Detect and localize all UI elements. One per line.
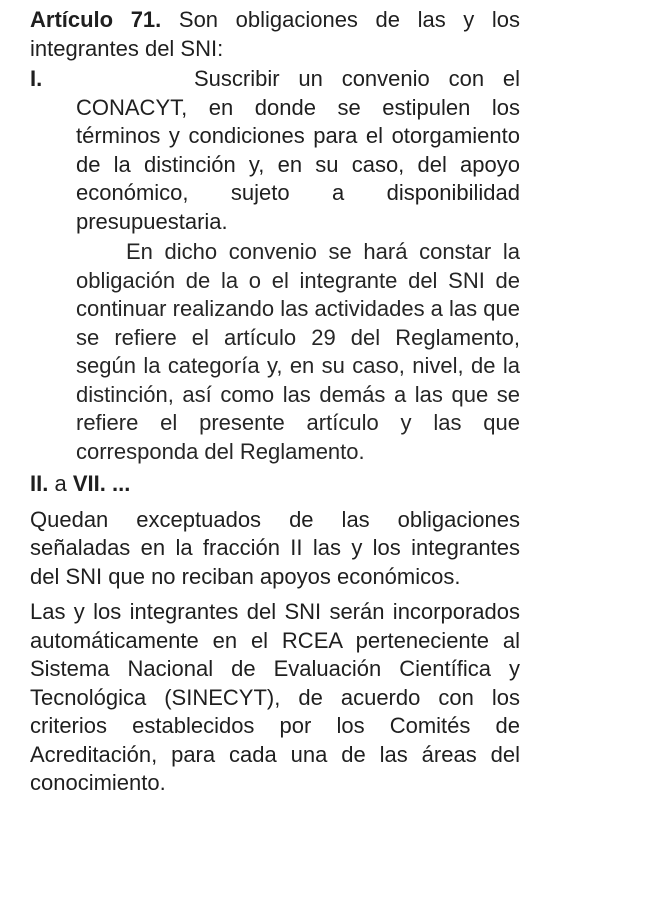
rcea-paragraph: Las y los integrantes del SNI serán incorporados automáticamente en el RCEA perteneciente al Sistema Nacional de Evaluación Científica y Tecnológica (SINECYT), de acuerdo con los criterios establecidos por los Comités de Acreditación, para cada una de las áreas del conocimiento. xyxy=(30,599,520,795)
article-heading: Artículo 71. xyxy=(30,7,162,32)
fraccion-i-paragraph-2: En dicho convenio se hará constar la obligación de la o el integrante del SNI de continuar realizando las actividades a las que se refiere el artículo 29 del Reglamento, según la categoría y, en su caso, nivel, de la distinción, así como las demás a las que se refiere el presente artículo y las que corresponda del Reglamento. xyxy=(76,239,520,464)
fraccion-range-start: II. xyxy=(30,471,49,496)
exception-paragraph: Quedan exceptuados de las obligaciones señaladas en la fracción II las y los integrantes del SNI que no reciban apoyos económicos. xyxy=(30,506,520,589)
fraccion-range-connector: a xyxy=(54,471,67,496)
article-intro-text: Son obligaciones de las y los integrantes del SNI: xyxy=(30,7,521,61)
fraccion-i-numeral: I. xyxy=(30,66,43,91)
fraccion-range-end: VII. xyxy=(72,471,106,496)
fraccion-i-text: Suscribir un convenio con el CONACYT, en donde se estipulen los términos y condiciones para el otorgamiento de la distinción y, en su caso, del apoyo económico, sujeto a disponibilidad presupuestaria. xyxy=(76,66,520,234)
article-71-intro xyxy=(30,6,520,63)
fraccion-range-ellipsis: ... xyxy=(111,471,131,496)
fraccion-range xyxy=(30,470,520,499)
fraccion-i xyxy=(30,65,520,236)
document-body xyxy=(30,6,520,798)
